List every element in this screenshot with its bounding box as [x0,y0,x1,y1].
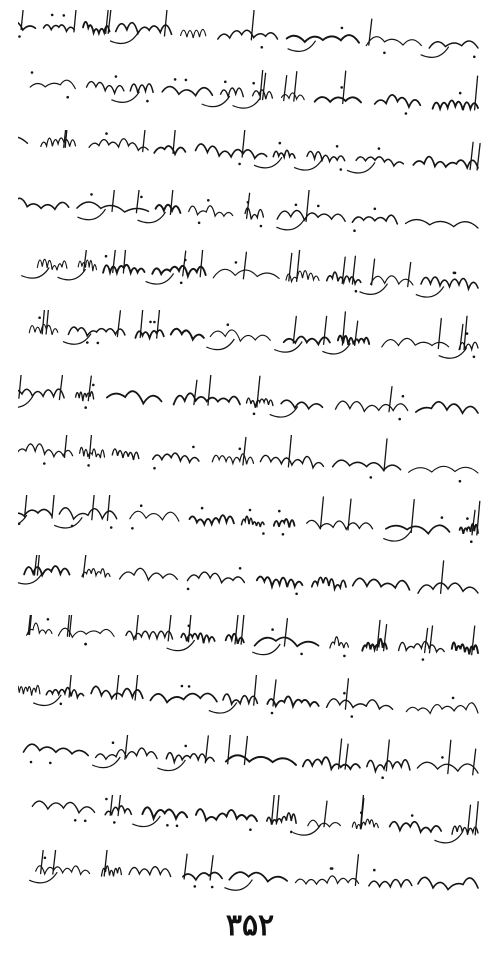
handwriting-strokes [18,10,484,72]
manuscript-line-11 [18,615,484,677]
handwriting-strokes [18,190,484,252]
manuscript-line-5 [18,250,484,312]
page-number: ۳۵۲ [225,908,275,943]
handwriting-strokes [18,735,484,797]
manuscript-line-2 [18,70,484,132]
manuscript-line-7 [18,375,484,437]
handwriting-strokes [18,130,484,192]
manuscript-line-1 [18,10,484,72]
handwriting-strokes [18,795,484,857]
manuscript-line-3 [18,130,484,192]
manuscript-line-13 [18,735,484,797]
handwriting-strokes [18,495,484,557]
manuscript-line-15 [18,850,484,912]
handwriting-strokes [18,615,484,677]
manuscript-line-12 [18,675,484,737]
manuscript-line-9 [18,495,484,557]
handwriting-strokes [18,555,484,617]
handwriting-strokes [18,250,484,312]
handwriting-strokes [18,70,484,132]
manuscript-line-10 [18,555,484,617]
handwriting-strokes [18,375,484,437]
manuscript-line-14 [18,795,484,857]
manuscript-line-6 [18,310,484,372]
handwriting-strokes [18,675,484,737]
handwriting-strokes [18,850,484,912]
handwriting-strokes [18,310,484,372]
manuscript-line-8 [18,435,484,497]
handwriting-strokes [18,435,484,497]
manuscript-line-4 [18,190,484,252]
